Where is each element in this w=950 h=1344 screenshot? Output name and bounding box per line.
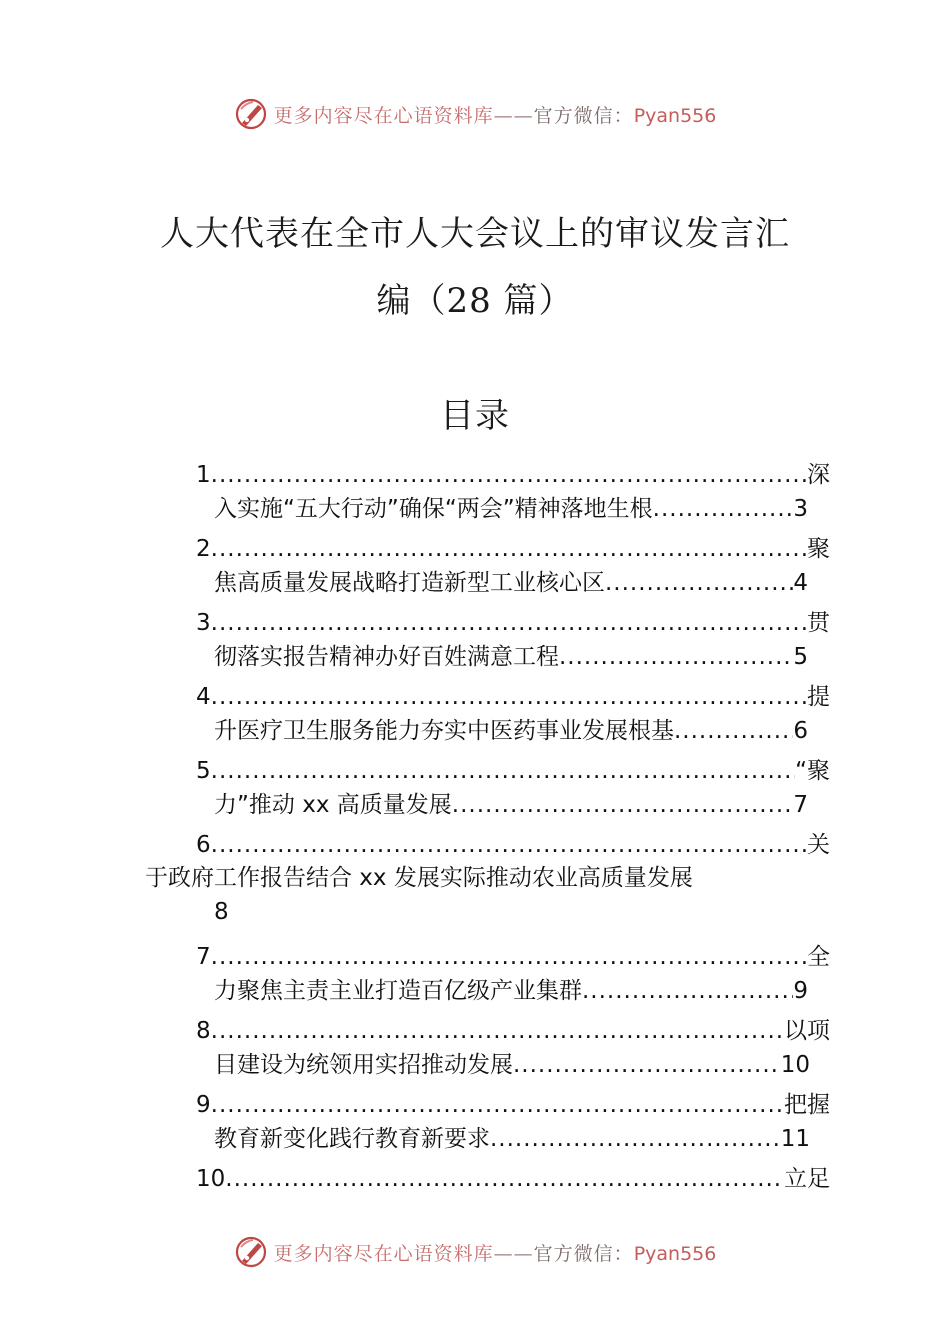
toc-text: 教育新变化践行教育新要求 <box>214 1126 490 1152</box>
toc-page: 7 <box>793 792 808 818</box>
toc-item-2[interactable] <box>196 529 830 563</box>
toc-item-8[interactable] <box>196 1011 830 1045</box>
toc-page: 4 <box>793 570 808 596</box>
toc-item-7-cont[interactable] <box>214 971 808 1005</box>
toc-item-6[interactable] <box>196 825 830 859</box>
toc-leader <box>211 1017 784 1045</box>
toc-leader <box>225 1165 784 1193</box>
toc-item-3[interactable] <box>196 603 830 637</box>
toc-text-start: 全 <box>807 944 830 970</box>
toc-leader <box>211 831 807 859</box>
toc-leader <box>211 683 807 711</box>
toc-number: 1 <box>196 462 211 488</box>
toc-text: 目建设为统领用实招推动发展 <box>214 1052 513 1078</box>
toc-number: 2 <box>196 536 211 562</box>
toc-item-5[interactable] <box>196 751 830 785</box>
toc-item-8-cont[interactable] <box>214 1045 810 1079</box>
toc-text: 力聚焦主责主业打造百亿级产业集群 <box>214 978 582 1004</box>
toc-item-9-cont[interactable] <box>214 1119 810 1153</box>
toc-item-4[interactable] <box>196 677 830 711</box>
toc-item-6-page: 8 <box>214 899 229 925</box>
toc-item-5-cont[interactable] <box>214 785 808 819</box>
watermark-footer <box>0 1232 950 1272</box>
toc-text-start: 深 <box>807 462 830 488</box>
toc-text-start: “聚 <box>795 758 830 784</box>
toc-leader <box>211 609 807 637</box>
toc-leader <box>513 1051 781 1079</box>
toc-text: 力”推动 xx 高质量发展 <box>214 792 452 818</box>
toc-heading: 目录 <box>440 396 510 436</box>
toc-leader <box>452 791 794 819</box>
toc-text-start: 把握 <box>784 1092 830 1118</box>
toc-number: 6 <box>196 832 211 858</box>
watermark-text: 更多内容尽在心语资料库——官方微信：Pyan556 <box>273 1242 717 1265</box>
toc-item-7[interactable] <box>196 937 830 971</box>
toc-item-2-cont[interactable] <box>214 563 808 597</box>
toc-leader <box>559 643 793 671</box>
toc-leader <box>490 1125 781 1153</box>
toc-text: 入实施“五大行动”确保“两会”精神落地生根 <box>214 496 653 522</box>
toc-text: 焦高质量发展战略打造新型工业核心区 <box>214 570 605 596</box>
toc-item-3-cont[interactable] <box>214 637 808 671</box>
toc-leader <box>605 569 793 597</box>
toc-number: 7 <box>196 944 211 970</box>
toc-page: 3 <box>793 496 808 522</box>
toc-text-start: 立足 <box>784 1166 830 1192</box>
toc-number: 4 <box>196 684 211 710</box>
toc-leader <box>674 717 793 745</box>
watermark-header <box>0 94 950 134</box>
toc-text-start: 贯 <box>807 610 830 636</box>
toc-text-start: 聚 <box>807 536 830 562</box>
toc-leader <box>653 495 794 523</box>
toc-page: 5 <box>793 644 808 670</box>
toc-leader <box>211 535 807 563</box>
watermark-text: 更多内容尽在心语资料库——官方微信：Pyan556 <box>273 104 717 127</box>
pen-seal-icon <box>234 97 268 131</box>
toc-item-1-cont[interactable] <box>214 489 808 523</box>
toc-item-6-cont[interactable]: 于政府工作报告结合 xx 发展实际推动农业高质量发展 <box>145 865 693 891</box>
toc-text: 彻落实报告精神办好百姓满意工程 <box>214 644 559 670</box>
toc-leader <box>582 977 793 1005</box>
toc-text-start: 关 <box>807 832 830 858</box>
toc-page: 9 <box>793 978 808 1004</box>
toc-leader <box>211 943 807 971</box>
pen-seal-icon <box>234 1235 268 1269</box>
toc-text-start: 以项 <box>784 1018 830 1044</box>
toc-text: 升医疗卫生服务能力夯实中医药事业发展根基 <box>214 718 674 744</box>
toc-leader <box>211 1091 784 1119</box>
toc-text-start: 提 <box>807 684 830 710</box>
toc-number: 9 <box>196 1092 211 1118</box>
toc-page: 6 <box>793 718 808 744</box>
toc-number: 8 <box>196 1018 211 1044</box>
toc-number: 10 <box>196 1166 226 1192</box>
document-title-line1: 人大代表在全市人大会议上的审议发言汇 <box>160 214 790 254</box>
toc-number: 5 <box>196 758 211 784</box>
toc-page: 10 <box>780 1052 810 1078</box>
toc-number: 3 <box>196 610 211 636</box>
toc-leader <box>211 461 807 489</box>
toc-leader <box>211 757 795 785</box>
toc-item-1[interactable] <box>196 455 830 489</box>
toc-page: 11 <box>780 1126 810 1152</box>
toc-item-4-cont[interactable] <box>214 711 808 745</box>
toc-item-10[interactable] <box>196 1159 830 1193</box>
document-title-line2: 编（28 篇） <box>376 281 574 321</box>
toc-item-9[interactable] <box>196 1085 830 1119</box>
